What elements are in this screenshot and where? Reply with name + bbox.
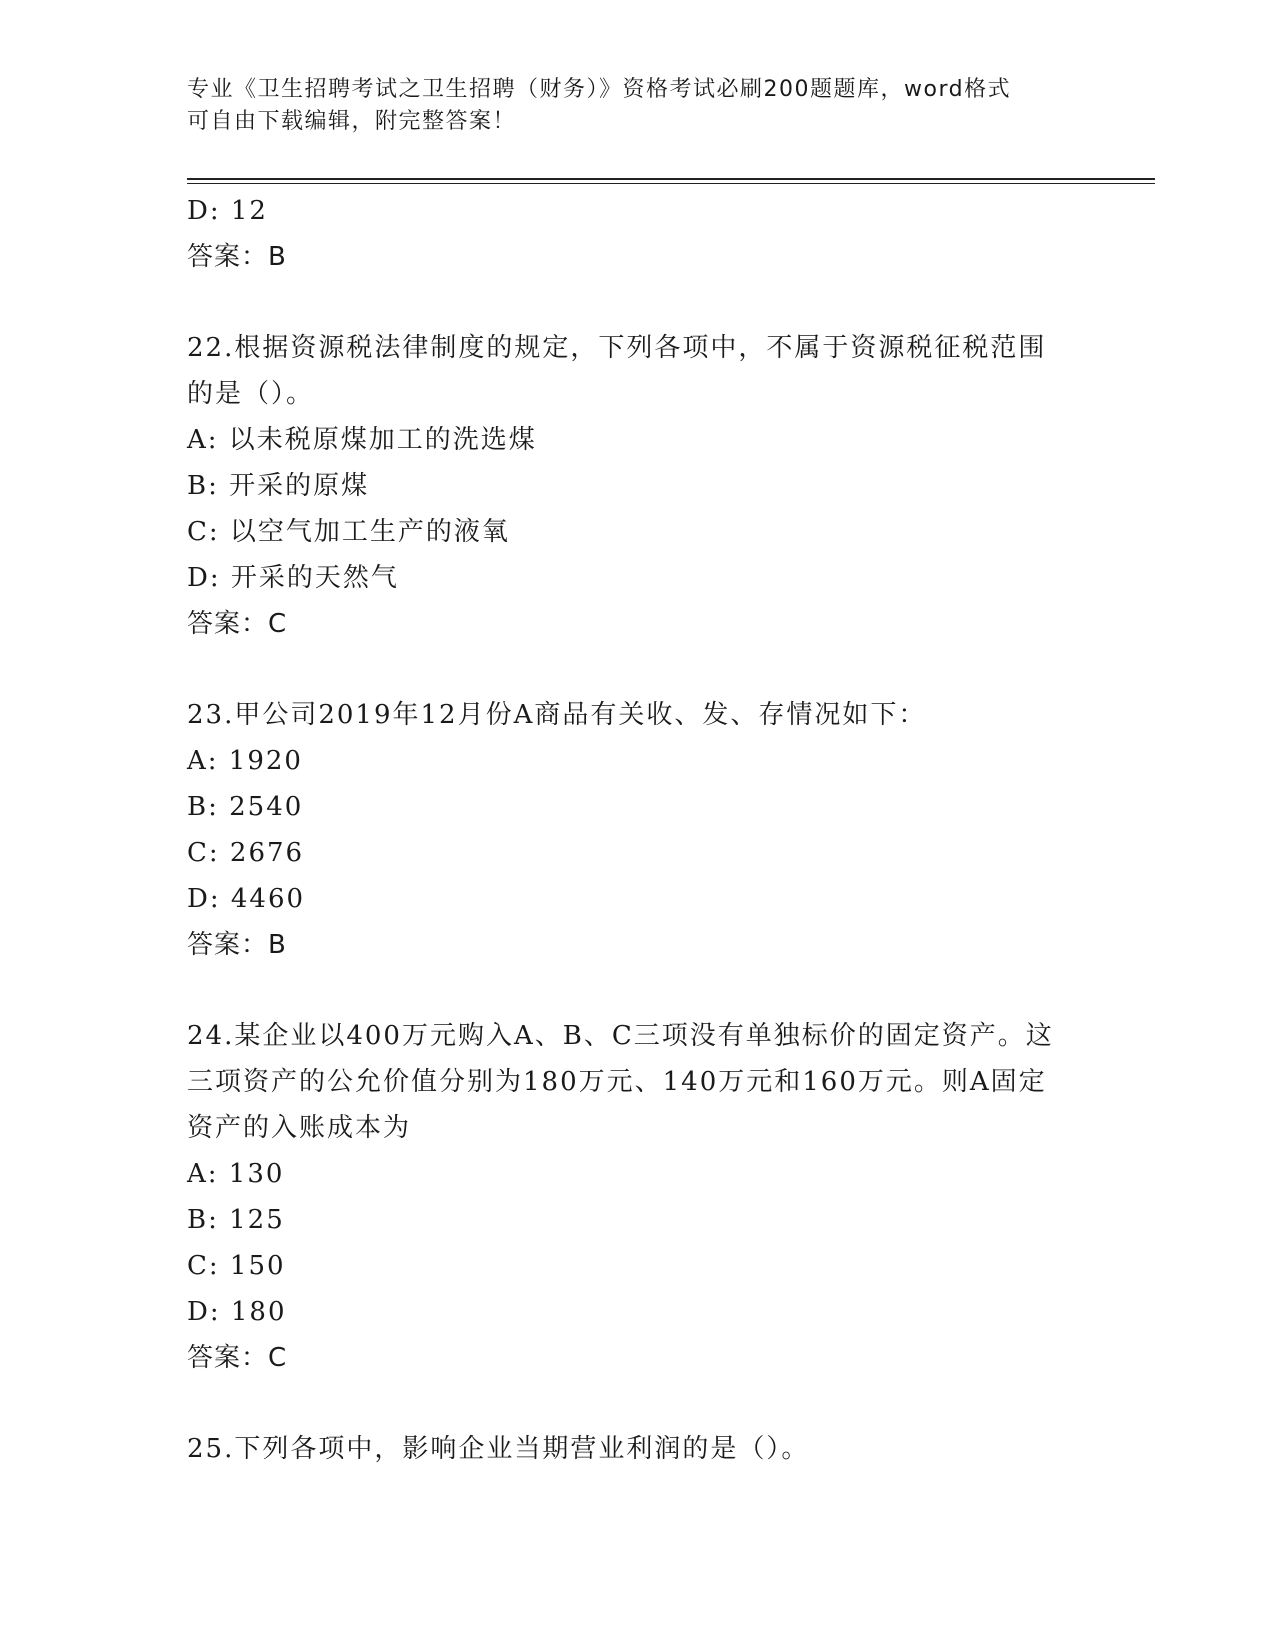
spacer: [187, 280, 1087, 325]
question-21: [187, 188, 1087, 280]
option-c: C: 以空气加工生产的液氧: [187, 517, 510, 547]
option-d: D: 180: [187, 1297, 287, 1327]
question-23: [187, 692, 1087, 968]
question-24: [187, 1013, 1087, 1381]
option-a: A: 以未税原煤加工的洗选煤: [187, 425, 537, 455]
option-a: A: 130: [187, 1159, 285, 1189]
option-b: B: 125: [187, 1205, 285, 1235]
option-d: D: 4460: [187, 884, 306, 914]
question-stem: 24.某企业以400万元购入A、B、C三项没有单独标价的固定资产。这: [187, 1021, 1054, 1051]
header-divider-thick: [187, 178, 1155, 180]
question-stem: 的是（）。: [187, 379, 315, 409]
option-c: C: 150: [187, 1251, 286, 1281]
header-line-2: 可自由下载编辑，附完整答案！: [187, 109, 517, 134]
option-b: B: 开采的原煤: [187, 471, 370, 501]
option-a: A: 1920: [187, 746, 303, 776]
question-stem: 三项资产的公允价值分别为180万元、140万元和160万元。则A固定: [187, 1067, 1047, 1097]
question-stem: 23.甲公司2019年12月份A商品有关收、发、存情况如下：: [187, 700, 927, 730]
question-stem: 25.下列各项中，影响企业当期营业利润的是（）。: [187, 1434, 810, 1464]
question-25: [187, 1426, 1087, 1472]
spacer: [187, 647, 1087, 692]
answer: 答案：C: [187, 1343, 288, 1373]
header-divider-thin: [187, 183, 1155, 184]
answer: 答案：B: [187, 930, 287, 960]
spacer: [187, 968, 1087, 1013]
spacer: [187, 1381, 1087, 1426]
option-d: D: 开采的天然气: [187, 563, 399, 593]
question-stem: 资产的入账成本为: [187, 1113, 412, 1143]
document-body: [187, 188, 1087, 1472]
document-header: [187, 74, 1067, 138]
option-b: B: 2540: [187, 792, 304, 822]
option-d: D: 12: [187, 196, 268, 226]
question-stem: 22.根据资源税法律制度的规定，下列各项中，不属于资源税征税范围: [187, 333, 1047, 363]
answer: 答案：B: [187, 242, 287, 272]
header-line-1: 专业《卫生招聘考试之卫生招聘（财务）》资格考试必刷200题题库，word格式: [187, 77, 1012, 102]
answer: 答案：C: [187, 609, 288, 639]
question-22: [187, 325, 1087, 647]
option-c: C: 2676: [187, 838, 305, 868]
